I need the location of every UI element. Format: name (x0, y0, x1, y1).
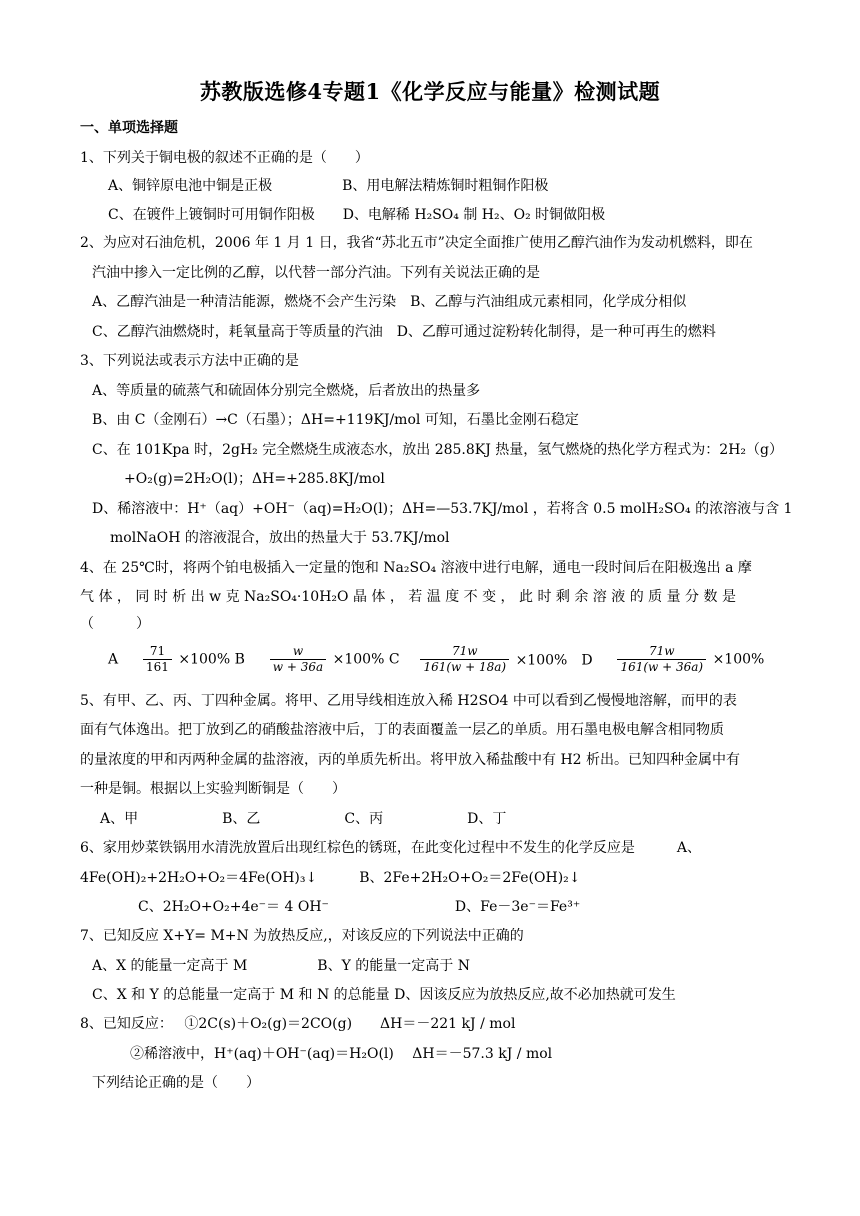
q4-option-b-label: ×100% B (178, 651, 245, 668)
q8-question: 下列结论正确的是（ ） (92, 1075, 260, 1091)
q3-option-d-1: D、稀溶液中：H⁺（aq）+OH⁻（aq)=H₂O(l)；ΔH=—53.7KJ/mol ，若将含 0.5 molH₂SO₄ 的浓溶液与含 1 (92, 501, 793, 517)
fraction-numerator: w (292, 644, 304, 658)
q3-option-c-2: +O₂(g)=2H₂O(l)；ΔH=+285.8KJ/mol (124, 471, 385, 487)
q4-stem-2: 气 体 ， 同 时 析 出 w 克 Na₂SO₄·10H₂O 晶 体 ， 若 温 度 不 变 ， 此 时 剩 余 溶 液 的 质 量 分 数 是 (80, 589, 736, 605)
q4-option-d-label: ×100% D (515, 652, 593, 669)
q6-options-ab: 4Fe(OH)₂+2H₂O+O₂＝4Fe(OH)₃↓ B、2Fe+2H₂O+O₂＝2Fe(OH)₂↓ (80, 870, 581, 886)
q3-option-b: B、由 C（金刚石）→C（石墨）；ΔH=+119KJ/mol 可知，石墨比金刚石稳定 (92, 412, 579, 428)
q6-options-cd: C、2H₂O+O₂+4e⁻＝ 4 OH⁻ D、Fe－3e⁻＝Fe³⁺ (138, 899, 581, 915)
q5-stem-3: 的量浓度的甲和丙两种金属的盐溶液，丙的单质先析出。将甲放入稀盐酸中有 H2 析出。已知四种金属中有 (80, 752, 741, 768)
q3-option-c-1: C、在 101Kpa 时，2gH₂ 完全燃烧生成液态水，放出 285.8KJ 热量，氢气燃烧的热化学方程式为：2H₂（g） (92, 442, 783, 458)
q8-reaction-2: ②稀溶液中，H⁺(aq)＋OH⁻(aq)＝H₂O(l) ΔH＝－57.3 kJ / mol (130, 1046, 553, 1062)
q5-stem-4: 一种是铜。根据以上实验判断铜是（ ） (80, 781, 346, 797)
fraction-numerator: 71w (649, 644, 675, 658)
q7-stem: 7、已知反应 X+Y= M+N 为放热反应,，对该反应的下列说法中正确的 (80, 928, 524, 944)
fraction-denominator: w + 36a (270, 659, 326, 675)
q3-stem: 3、下列说法或表示方法中正确的是 (80, 353, 299, 369)
fraction-denominator: 161 (143, 659, 172, 675)
fraction-numerator: 71w (452, 644, 478, 658)
q2-stem-1: 2、为应对石油危机，2006 年 1 月 1 日，我省“苏北五市”决定全面推广使用乙醇汽油作为发动机燃料，即在 (80, 235, 753, 251)
q5-stem-2: 面有气体逸出。把丁放到乙的硝酸盐溶液中后，丁的表面覆盖一层乙的单质。用石墨电极电解含相同物质 (80, 722, 724, 738)
q4-option-c-fraction (420, 644, 509, 675)
q3-option-a: A、等质量的硫蒸气和硫固体分别完全燃烧，后者放出的热量多 (92, 383, 481, 399)
q4-options (108, 644, 764, 675)
q4-option-b-fraction (270, 644, 326, 675)
page-title: 苏教版选修4专题1《化学反应与能量》检测试题 (199, 79, 661, 104)
q2-options-cd: C、乙醇汽油燃烧时，耗氧量高于等质量的汽油 D、乙醇可通过淀粉转化制得，是一种可再生的燃料 (92, 324, 716, 340)
q2-options-ab: A、乙醇汽油是一种清洁能源，燃烧不会产生污染 B、乙醇与汽油组成元素相同，化学成分相似 (92, 294, 687, 310)
q4-option-a-label: A (108, 651, 119, 668)
q2-stem-2: 汽油中掺入一定比例的乙醇，以代替一部分汽油。下列有关说法正确的是 (92, 265, 540, 281)
fraction-numerator: 71 (149, 644, 166, 658)
q4-option-d-suffix: ×100% (712, 651, 765, 668)
q1-options-ab: A、铜锌原电池中铜是正极 B、用电解法精炼铜时粗铜作阳极 (108, 178, 549, 194)
q8-reaction-1: 8、已知反应： ①2C(s)＋O₂(g)＝2CO(g) ΔH＝－221 kJ / mol (80, 1016, 516, 1032)
q4-stem-3: （ ） (80, 616, 150, 632)
q3-option-d-2: molNaOH 的溶液混合，放出的热量大于 53.7KJ/mol (110, 530, 450, 546)
q5-stem-1: 5、有甲、乙、丙、丁四种金属。将甲、乙用导线相连放入稀 H2SO4 中可以看到乙慢慢地溶解，而甲的表 (80, 693, 737, 709)
q6-stem: 6、家用炒菜铁锅用水清洗放置后出现红棕色的锈斑，在此变化过程中不发生的化学反应是 A、 (80, 840, 702, 856)
fraction-denominator: 161(w + 18a) (420, 659, 509, 675)
q4-stem-1: 4、在 25℃时，将两个铂电极插入一定量的饱和 Na₂SO₄ 溶液中进行电解，通电一段时间后在阳极逸出 a 摩 (80, 560, 752, 576)
q4-option-c-label: ×100% C (332, 651, 400, 668)
q5-options: A、甲 B、乙 C、丙 D、丁 (100, 811, 507, 827)
section-heading: 一、单项选择题 (80, 120, 178, 136)
q7-options-ab: A、X 的能量一定高于 M B、Y 的能量一定高于 N (92, 958, 470, 974)
q7-options-cd: C、X 和 Y 的总能量一定高于 M 和 N 的总能量 D、因该反应为放热反应,故不必加热就可发生 (92, 987, 676, 1003)
q4-option-d-fraction (617, 644, 706, 675)
q1-stem: 1、下列关于铜电极的叙述不正确的是（ ） (80, 150, 369, 166)
q1-options-cd: C、在镀件上镀铜时可用铜作阳极 D、电解稀 H₂SO₄ 制 H₂、O₂ 时铜做阳极 (108, 207, 606, 223)
q4-option-a-fraction (143, 644, 172, 675)
fraction-denominator: 161(w + 36a) (617, 659, 706, 675)
